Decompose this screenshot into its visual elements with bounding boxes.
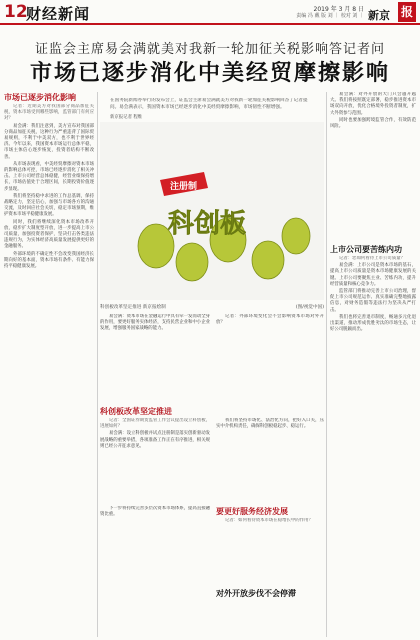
section1-title: 市场已逐步消化影响 <box>4 93 76 102</box>
section2-title: 科创板改革坚定推进 <box>100 407 172 416</box>
header-rule <box>0 23 420 25</box>
col2-paragraph: 我们将坚持市场化、法治化方向，把好入口关，压实中介机构责任，确保科创板稳起步、稳运行。 <box>216 418 324 430</box>
col2-question: 记者：全国证券期货监管工作会议提出设立科创板，进展如何？ <box>100 418 210 430</box>
left-column <box>4 104 94 634</box>
col4-paragraph: 易会满：对外开放的大门只会越开越大。我们将按照既定部署，稳步推进资本市场双向开放，优化合格境外投资者制度，扩大外资参与范围。 <box>330 92 416 116</box>
col5-paragraph: 监管部门将推动完善上市公司治理，督促上市公司规范运作、真实准确完整地披露信息，对财务造假等违法行为坚决从严打击。 <box>330 289 416 313</box>
article-illustration <box>100 122 324 300</box>
photo-credit: (图/视觉中国) <box>295 305 324 310</box>
col5-paragraph: 我们也将完善退市制度，畅通多元化退出渠道，推动形成优胜劣汰的市场生态，让好公司脱颖而出。 <box>330 314 416 333</box>
masthead-text: 新京 <box>368 9 390 22</box>
photo-label: 科创板 <box>168 209 247 239</box>
col1-paragraph: 同时，我们将继续深化资本市场改革开放，稳步扩大制度型开放，进一步提高上市公司质量，加强投资者保护，坚决打击各类违法违规行为，为实体经济高质量发展提供更好的金融服务。 <box>4 219 94 250</box>
photo-caption <box>100 304 324 310</box>
section3-column-b <box>216 518 324 586</box>
col1-continued: 易会满：资本市场在金融运行中具有牵一发而动全身的作用，要更好服务实体经济，支持民营企业和中小企业发展，增强服务国家战略的能力。 <box>100 314 210 332</box>
masthead-logo <box>368 2 416 22</box>
right-column <box>330 256 416 636</box>
col4-question: 记者：外部环境变化会不会影响资本市场对外开放？ <box>216 314 324 326</box>
masthead-box: 报 <box>398 2 416 22</box>
mid-left-column <box>100 314 210 402</box>
article-lead: 在国务院新闻办举行的发布会上，证监会主席易会满就美方对我新一轮加征关税影响回答了记者提问。易会满表示，我国资本市场已经逐步消化中美经贸摩擦影响，市场韧性不断增强。 <box>110 98 308 110</box>
col3-paragraph: 下一步将持续完善多层次资本市场体系，提高直接融资比重。 <box>100 506 210 518</box>
col1-paragraph: 从市场表现看，中美经贸摩擦对资本市场的影响总体可控，市场已经逐步消化了相关冲击。上市公司经营总体稳健，经营业绩保持增长，市场估值处于合理区间，长期投资价值逐步显现。 <box>4 161 94 192</box>
col3-question: 记者：如何看待资本市场在稳增长中的作用？ <box>225 518 313 523</box>
editor-credits: 责编 冯 戴 版 刘 ｜ 校对 刘 ｜ <box>296 13 364 19</box>
issue-date: 2019 年 3 月 8 日 <box>313 6 364 13</box>
illustration-graphic <box>100 122 324 300</box>
section2-column-a <box>100 418 210 500</box>
banner-text: 注册制 <box>170 182 198 192</box>
col5-paragraph: 易会满：上市公司是资本市场的基石，提高上市公司质量是资本市场健康发展的关键。上市公司要聚焦主业、苦练内功，提升经营质量和核心竞争力。 <box>330 263 416 287</box>
section4-title: 对外开放步伐不会停滞 <box>216 589 296 598</box>
mid-right-column <box>216 314 324 402</box>
col1-paragraph: 易会满：我们注意到，美方宣布对我国部分商品加征关税，这种行为严重违背了国际贸易规则，不利于中美双方，也不利于世界经济。今年以来，我国资本市场运行总体平稳，市场主体信心逐步恢复，投资者结构不断改善。 <box>4 123 94 160</box>
col5-question: 记者：您如何看待上市公司质量？ <box>339 256 405 261</box>
article-headline: 市场已逐步消化中美经贸摩擦影响 <box>29 61 390 86</box>
page-header <box>0 0 420 26</box>
article-subhead: 证监会主席易会满就美对我新一轮加征关税影响答记者问 <box>34 42 385 57</box>
column-divider <box>97 92 98 637</box>
section2-column-b <box>216 418 324 500</box>
col1-paragraph: 外部环境的不确定性不会改变我国经济长期向好的基本面，资本市场有条件、有能力保持平稳健康发展。 <box>4 251 94 270</box>
col1-question: 记者：近期美方对我国部分商品加征关税，资本市场受到哪些影响，监管部门有何应对？ <box>4 104 94 122</box>
section5-title: 上市公司要苦练内功 <box>330 245 402 254</box>
section3-column-a <box>100 506 210 636</box>
col2-paragraph: 易会满：设立科创板并试点注册制是落实创新驱动发展战略的重要举措，各项准备工作正在有序推进，相关规则已经公开征求意见。 <box>100 431 210 449</box>
page-number: 12 <box>4 2 28 22</box>
right-column-top <box>330 92 416 240</box>
col1-paragraph: 我们将坚持稳中求进的工作总基调，保持战略定力，坚定信心，加强与市场各方的沟通交流，及时回应社会关切，稳定市场预期，维护资本市场平稳健康发展。 <box>4 193 94 218</box>
section3-title: 要更好服务经济发展 <box>216 507 288 516</box>
col4-paragraph: 同时也要加强跨境监管合作，有效防范风险。 <box>330 117 416 130</box>
caption-text: 科创板改革坚定推进 新京报绘制 <box>100 305 166 310</box>
section-title: 财经新闻 <box>26 5 91 23</box>
column-divider <box>326 92 327 637</box>
reporter-line: 新京报记者 程维 <box>110 115 143 120</box>
